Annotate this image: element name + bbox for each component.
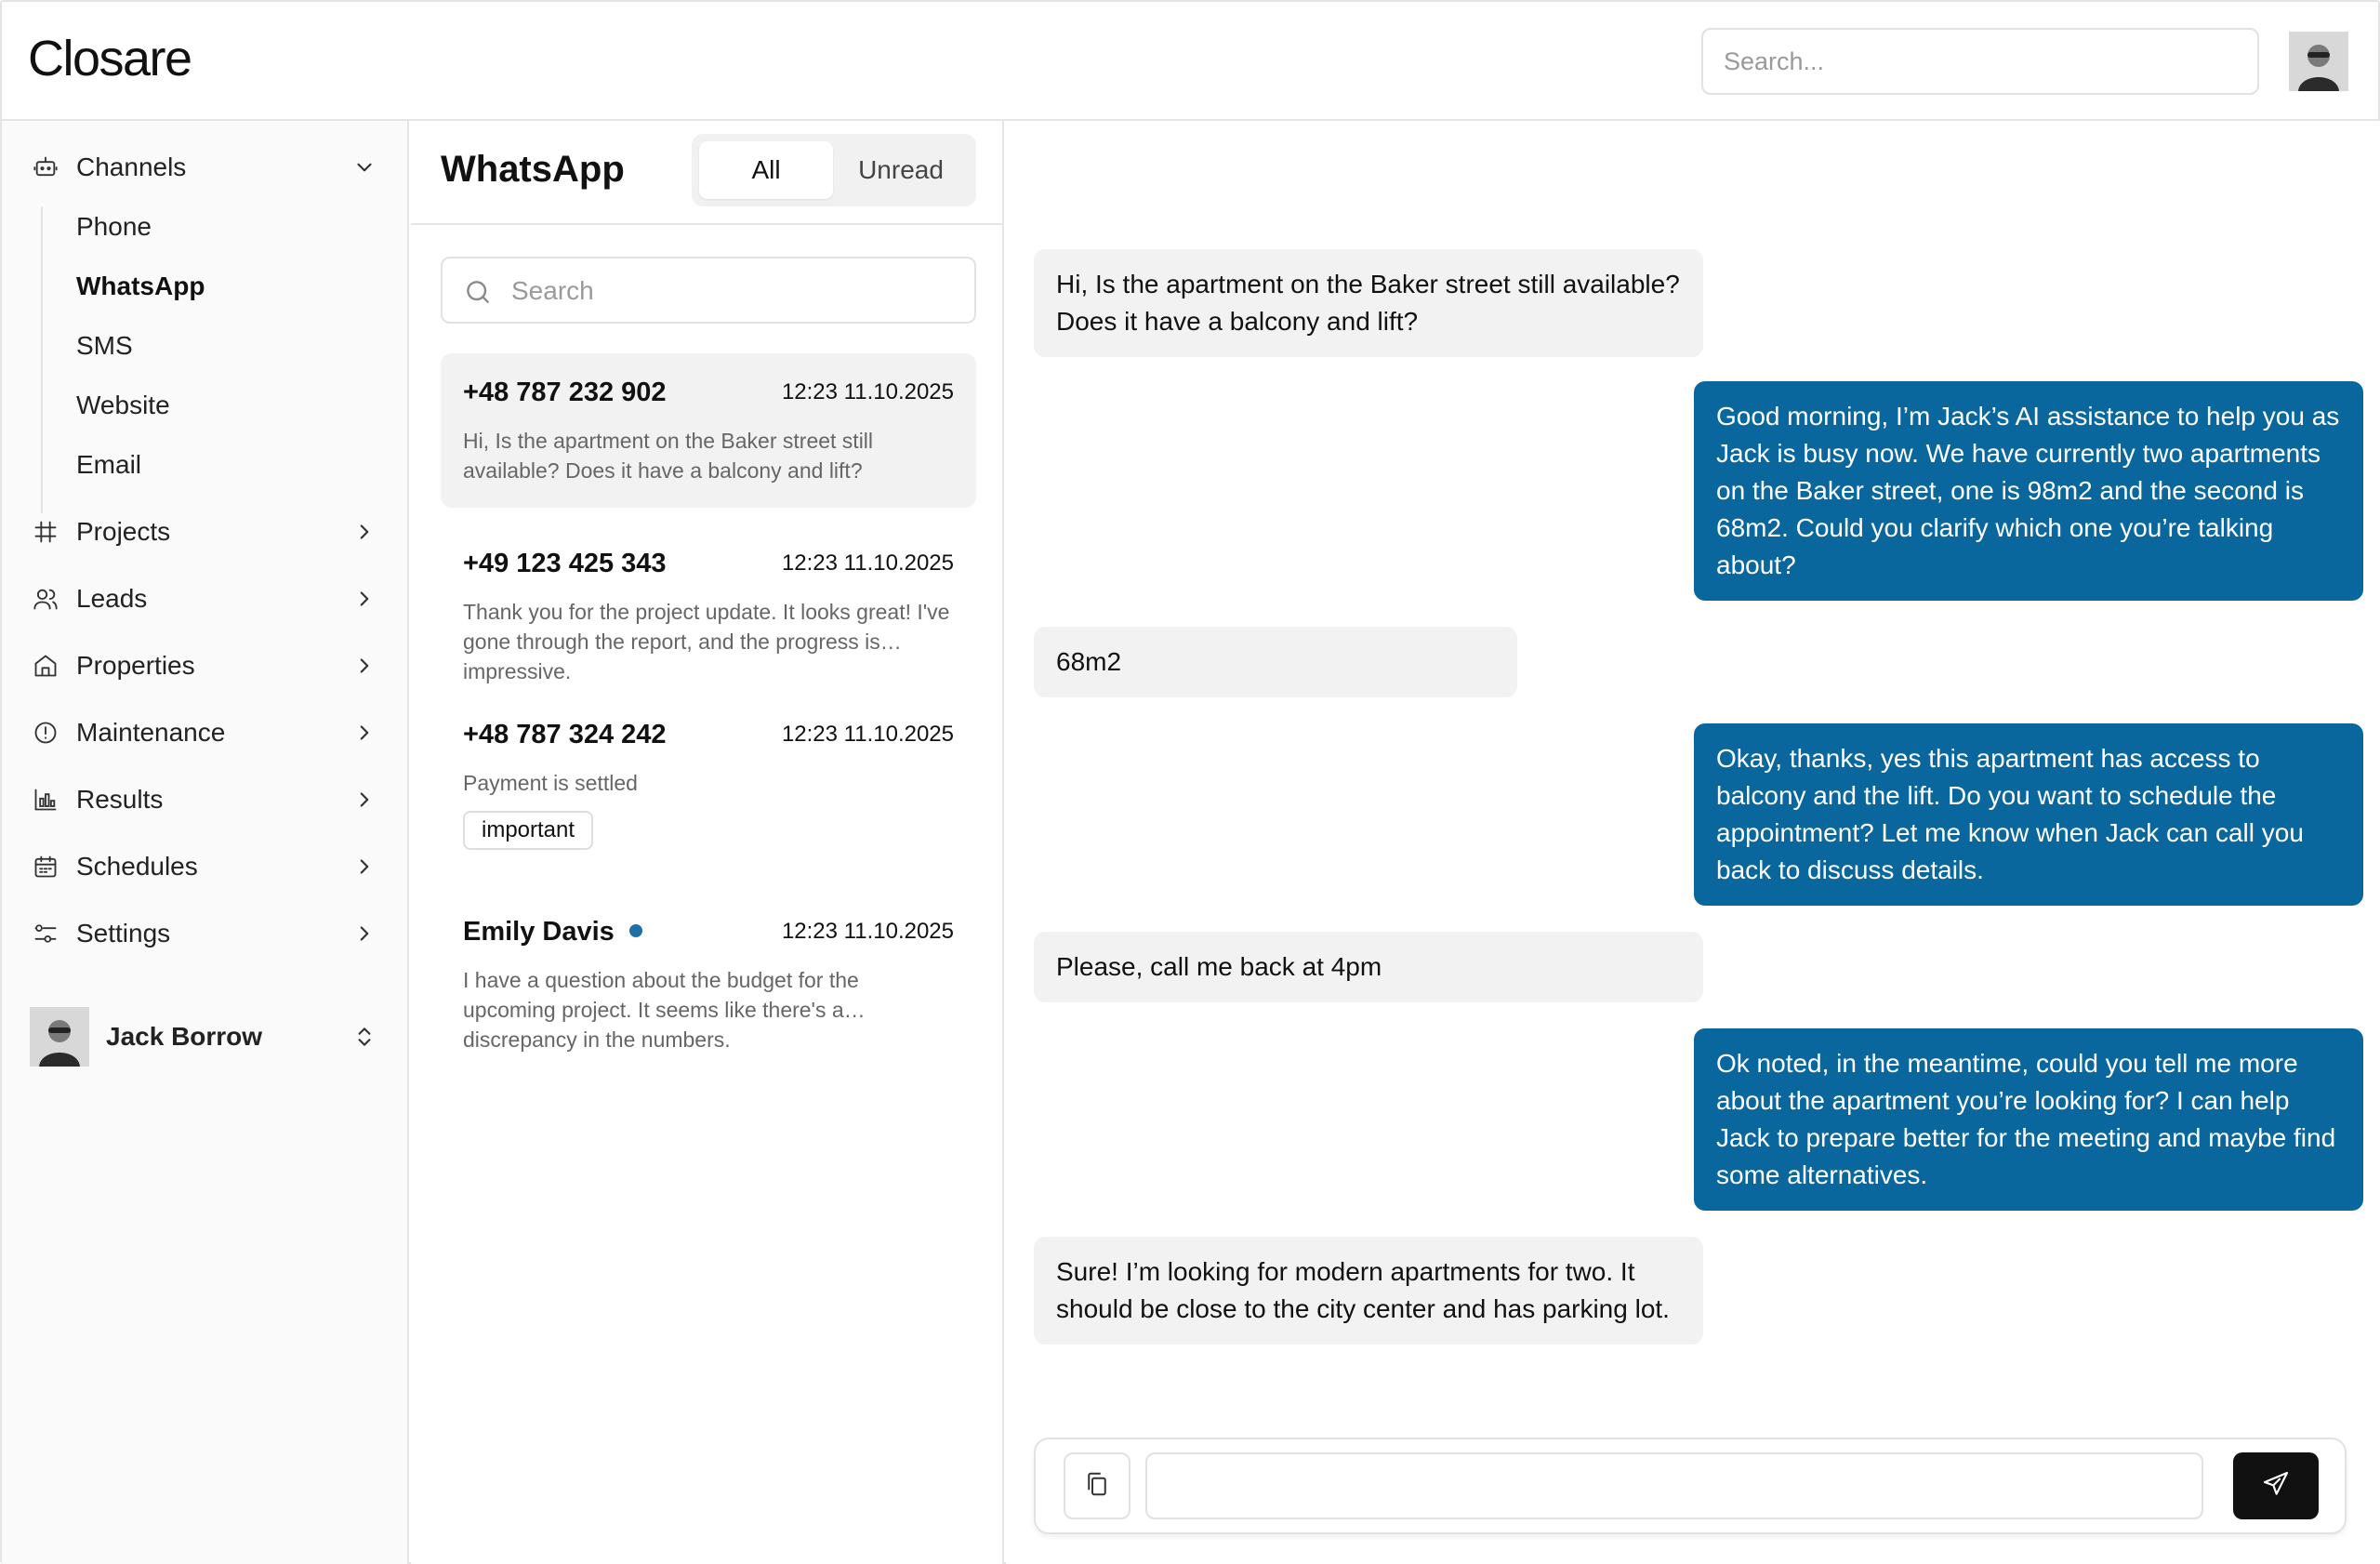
conversation-time: 12:23 11.10.2025 (781, 919, 954, 944)
label-badge[interactable]: important (463, 811, 593, 850)
conversation-search-input[interactable] (511, 268, 958, 314)
channels-subnav-rail (41, 206, 43, 513)
copy-icon (1083, 1470, 1111, 1503)
top-bar (2, 2, 2378, 121)
attach-button[interactable] (1064, 1452, 1130, 1519)
sidebar-subitem-sms[interactable]: SMS (76, 331, 133, 360)
users-icon (30, 583, 61, 615)
bar-chart-icon (30, 784, 61, 815)
message-incoming: Sure! I’m looking for modern apartments for two. It should be close to the city center and has parking lot. (1034, 1237, 1703, 1345)
chevron-right-icon (350, 517, 379, 547)
conversation-preview: Hi, Is the apartment on the Baker street still available? Does it have a balcony and lift? (463, 429, 874, 483)
chat-panel (1006, 121, 2380, 1564)
chevron-down-icon (350, 152, 379, 182)
profile-avatar[interactable] (2289, 32, 2348, 91)
conversation-item[interactable] (441, 524, 976, 683)
conversation-preview: Payment is settled (463, 771, 638, 795)
message-incoming: Please, call me back at 4pm (1034, 932, 1703, 1002)
sidebar-item-label: Leads (76, 584, 148, 613)
sidebar-subitem-phone[interactable]: Phone (76, 212, 152, 241)
sidebar-subitem-whatsapp[interactable]: WhatsApp (76, 272, 205, 300)
sidebar-item-label: Schedules (76, 852, 198, 881)
sidebar-item-label: Channels (76, 152, 187, 181)
message-outgoing: Ok noted, in the meantime, could you tell me more about the apartment you’re looking for? I can help Jack to prepare better for the meeting and maybe find some alternatives. (1694, 1028, 2363, 1211)
sidebar-item-settings[interactable] (2, 906, 407, 961)
chevron-right-icon (350, 651, 379, 681)
sidebar-item-label: Maintenance (76, 718, 226, 747)
conversation-item[interactable] (441, 353, 976, 508)
conversation-list-panel (411, 121, 1004, 1564)
sidebar-item-properties[interactable] (2, 638, 407, 694)
message-input[interactable] (1145, 1452, 2203, 1519)
filter-tabs (692, 134, 976, 206)
sliders-icon (30, 918, 61, 949)
bot-icon (30, 152, 61, 183)
conversation-name: +48 787 324 242 (463, 720, 667, 749)
sidebar-subitem-email[interactable]: Email (76, 450, 142, 479)
global-search-input[interactable] (1701, 28, 2259, 95)
avatar (30, 1007, 89, 1067)
chevron-right-icon (350, 718, 379, 748)
chevron-right-icon (350, 852, 379, 881)
list-header (411, 121, 1004, 225)
sidebar-item-results[interactable] (2, 772, 407, 828)
conversation-preview: Thank you for the project update. It looks great! I've gone through the report, and the progress is impressive. (463, 600, 950, 683)
sidebar-item-label: Settings (76, 919, 171, 948)
conversation-name: Emily Davis (463, 917, 615, 947)
conversation-name: +48 787 232 902 (463, 378, 667, 407)
search-icon (463, 277, 493, 307)
sidebar-item-schedules[interactable] (2, 839, 407, 895)
hash-icon (30, 516, 61, 548)
user-switcher[interactable] (30, 1004, 392, 1069)
conversation-name: +49 123 425 343 (463, 549, 667, 578)
user-name: Jack Borrow (106, 1022, 263, 1051)
message-incoming: Hi, Is the apartment on the Baker street still available? Does it have a balcony and lift? (1034, 249, 1703, 357)
alert-circle-icon (30, 717, 61, 749)
sidebar (2, 121, 409, 1564)
sidebar-item-projects[interactable] (2, 504, 407, 560)
calendar-icon (30, 851, 61, 882)
sidebar-item-label: Projects (76, 517, 171, 546)
tab-all[interactable]: All (699, 141, 833, 199)
message-incoming: 68m2 (1034, 627, 1517, 697)
sidebar-item-maintenance[interactable] (2, 705, 407, 761)
unread-dot-icon (629, 924, 642, 937)
sidebar-subitem-website[interactable]: Website (76, 391, 170, 419)
app-logo[interactable]: Closare (28, 31, 192, 86)
conversation-name-wrap (463, 917, 642, 948)
sidebar-item-label: Results (76, 785, 164, 814)
tab-unread[interactable]: Unread (858, 155, 944, 184)
message-outgoing: Good morning, I’m Jack’s AI assistance to help you as Jack is busy now. We have currently two apartments on the Baker street, one is 98m2 and the second is 68m2. Could you clarify which one you’re talking about? (1694, 381, 2363, 601)
conversation-time: 12:23 11.10.2025 (781, 722, 954, 747)
conversation-item[interactable] (441, 696, 976, 878)
message-composer (1034, 1438, 2347, 1534)
conversation-time: 12:23 11.10.2025 (781, 379, 954, 404)
send-button[interactable] (2233, 1452, 2319, 1519)
conversation-item[interactable] (441, 893, 976, 1052)
chevron-right-icon (350, 785, 379, 815)
chevron-right-icon (350, 919, 379, 948)
sidebar-item-label: Properties (76, 651, 195, 680)
sidebar-item-leads[interactable] (2, 571, 407, 627)
page-title: WhatsApp (441, 149, 625, 190)
conversation-search (441, 257, 976, 324)
chevrons-up-down-icon (350, 1022, 379, 1052)
conversation-time: 12:23 11.10.2025 (781, 550, 954, 576)
sidebar-item-channels[interactable] (2, 139, 407, 195)
conversation-preview: I have a question about the budget for the upcoming project. It seems like there's a discrepancy in the numbers. (463, 968, 859, 1052)
message-outgoing: Okay, thanks, yes this apartment has access to balcony and the lift. Do you want to schedule the appointment? Let me know when Jack can call you back to discuss details. (1694, 723, 2363, 906)
send-icon (2261, 1469, 2291, 1504)
home-icon (30, 650, 61, 682)
chevron-right-icon (350, 584, 379, 614)
